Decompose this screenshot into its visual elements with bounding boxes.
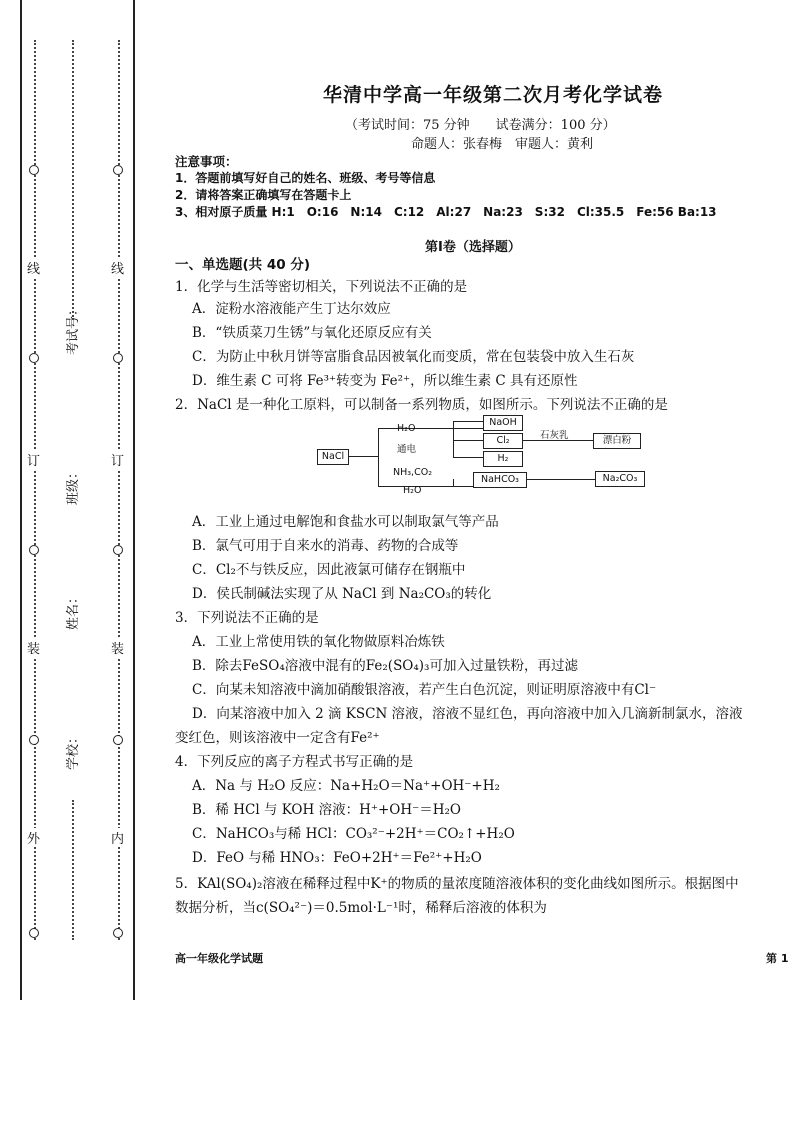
- inner-char-line: 线: [111, 258, 124, 277]
- question-stem: 2．NaCl 是一种化工原料，可以制备一系列物质，如图所示。下列说法不正确的是: [175, 397, 668, 413]
- cl2-box: Cl₂: [483, 433, 523, 449]
- fill-in-line: [72, 40, 74, 320]
- question-option: A．工业上常使用铁的氧化物做原料冶炼铁: [192, 634, 445, 650]
- notes-heading: 注意事项：: [175, 154, 238, 169]
- question-option: D．FeO 与稀 HNO₃：FeO+2H⁺＝Fe²⁺+H₂O: [192, 850, 482, 866]
- h2-box: H₂: [483, 451, 523, 467]
- flow-line: [453, 479, 454, 487]
- question-option: C．向某未知溶液中滴加硝酸银溶液，若产生白色沉淀，则证明原溶液中有Cl⁻: [192, 682, 657, 698]
- nh3-co2-label: NH₃,CO₂: [393, 467, 432, 478]
- binding-circle: [113, 735, 123, 745]
- binding-circle: [29, 928, 39, 938]
- flow-line: [378, 428, 379, 486]
- class-field-label: 班级：: [66, 465, 81, 505]
- naoh-box: NaOH: [483, 415, 523, 431]
- fill-in-line: [72, 800, 74, 940]
- electrolysis-label: 通电: [397, 444, 417, 455]
- flow-line: [453, 421, 454, 457]
- question-stem-continued: 数据分析，当c(SO₄²⁻)＝0.5mol·L⁻¹时，稀释后溶液的体积为: [175, 900, 547, 916]
- na2co3-box: Na₂CO₃: [595, 471, 645, 487]
- flow-line: [527, 479, 595, 480]
- question-option: D．侯氏制碱法实现了从 NaCl 到 Na₂CO₃的转化: [192, 586, 492, 602]
- bleach-box: 漂白粉: [593, 433, 641, 449]
- question-option: C．NaHCO₃与稀 HCl：CO₃²⁻+2H⁺＝CO₂↑+H₂O: [192, 826, 515, 842]
- flow-line: [348, 456, 378, 457]
- flow-line: [378, 428, 483, 429]
- question-option: B．除去FeSO₄溶液中混有的Fe₂(SO₄)₃可加入过量铁粉，再过滤: [192, 658, 578, 674]
- outer-char-outside: 外: [27, 828, 40, 847]
- inner-dashed-line: [118, 40, 120, 940]
- footer-title: 高一年级化学试题: [175, 952, 263, 965]
- question-option: A．Na 与 H₂O 反应：Na+H₂O＝Na⁺+OH⁻+H₂: [192, 778, 500, 794]
- outer-char-line: 线: [27, 258, 40, 277]
- question-option: C．为防止中秋月饼等富脂食品因被氧化而变质，常在包装袋中放入生石灰: [192, 349, 635, 365]
- page-number: 第 1: [766, 952, 789, 965]
- notes-item: 1．答题前填写好自己的姓名、班级、考号等信息: [175, 171, 436, 185]
- question-stem: 1．化学与生活等密切相关，下列说法不正确的是: [175, 279, 468, 295]
- question-option: B．“铁质菜刀生锈”与氧化还原反应有关: [192, 325, 432, 341]
- flow-line: [453, 440, 483, 441]
- outer-dashed-line: [34, 40, 36, 940]
- section-title: 一、单选题(共 40 分): [175, 257, 311, 273]
- flow-line: [453, 457, 483, 458]
- question-option: A．工业上通过电解饱和食盐水可以制取氯气等产品: [192, 514, 499, 530]
- inner-char-pack: 装: [111, 638, 124, 657]
- h2o-bottom-label: H₂O: [403, 485, 422, 496]
- question-option: D．维生素 C 可将 Fe³⁺转变为 Fe²⁺，所以维生素 C 具有还原性: [192, 373, 578, 389]
- binding-circle: [113, 353, 123, 363]
- binding-circle: [113, 545, 123, 555]
- flow-line: [453, 421, 483, 422]
- notes-item: 2．请将答案正确填写在答题卡上: [175, 188, 352, 202]
- question-option: C．Cl₂不与铁反应，因此液氯可储存在钢瓶中: [192, 562, 466, 578]
- nacl-box: NaCl: [317, 449, 349, 465]
- school-field-label: 学校：: [66, 730, 81, 770]
- notes-item: 3、相对原子质量 H:1 O:16 N:14 C:12 Al:27 Na:23 S:32 Cl:35.5 Fe:56 Ba:13: [175, 205, 717, 219]
- question-stem: 5．KAl(SO₄)₂溶液在稀释过程中K⁺的物质的量浓度随溶液体积的变化曲线如图所示。根据图中: [175, 876, 739, 892]
- question-option: A．淀粉水溶液能产生丁达尔效应: [192, 301, 391, 317]
- exam-number-field-label: 考试号：: [66, 302, 81, 355]
- question-option-continued: 变红色，则该溶液中一定含有Fe²⁺: [175, 730, 380, 746]
- binding-circle: [29, 353, 39, 363]
- question-option: D．向某溶液中加入 2 滴 KSCN 溶液，溶液不显红色，再向溶液中加入几滴新制氯水，溶液: [192, 706, 743, 722]
- margin-line-outer: [20, 0, 22, 1000]
- inner-char-bind: 订: [111, 450, 124, 469]
- question-stem: 4．下列反应的离子方程式书写正确的是: [175, 754, 414, 770]
- exam-title: 华清中学高一年级第二次月考化学试卷: [323, 84, 664, 106]
- binding-circle: [29, 165, 39, 175]
- inner-char-inside: 内: [111, 828, 124, 847]
- binding-circle: [113, 165, 123, 175]
- h2o-label: H₂O: [397, 423, 416, 434]
- lime-label: 石灰乳: [540, 430, 569, 441]
- flow-line: [378, 486, 483, 487]
- name-field-label: 姓名：: [66, 590, 81, 630]
- question-stem: 3．下列说法不正确的是: [175, 610, 319, 626]
- part-title: 第Ⅰ卷（选择题）: [425, 240, 521, 255]
- nacl-flow-diagram: [315, 415, 665, 495]
- question-option: B．稀 HCl 与 KOH 溶液：H⁺+OH⁻＝H₂O: [192, 802, 461, 818]
- outer-char-pack: 装: [27, 638, 40, 657]
- binding-circle: [113, 928, 123, 938]
- nahco3-box: NaHCO₃: [473, 472, 527, 488]
- exam-time-info: （考试时间：75 分钟 试卷满分：100 分）: [345, 118, 616, 133]
- outer-char-bind: 订: [27, 450, 40, 469]
- question-option: B．氯气可用于自来水的消毒、药物的合成等: [192, 538, 459, 554]
- margin-line-inner: [133, 0, 135, 1000]
- binding-circle: [29, 545, 39, 555]
- binding-circle: [29, 735, 39, 745]
- exam-authors: 命题人：张春梅 审题人：黄利: [411, 137, 594, 152]
